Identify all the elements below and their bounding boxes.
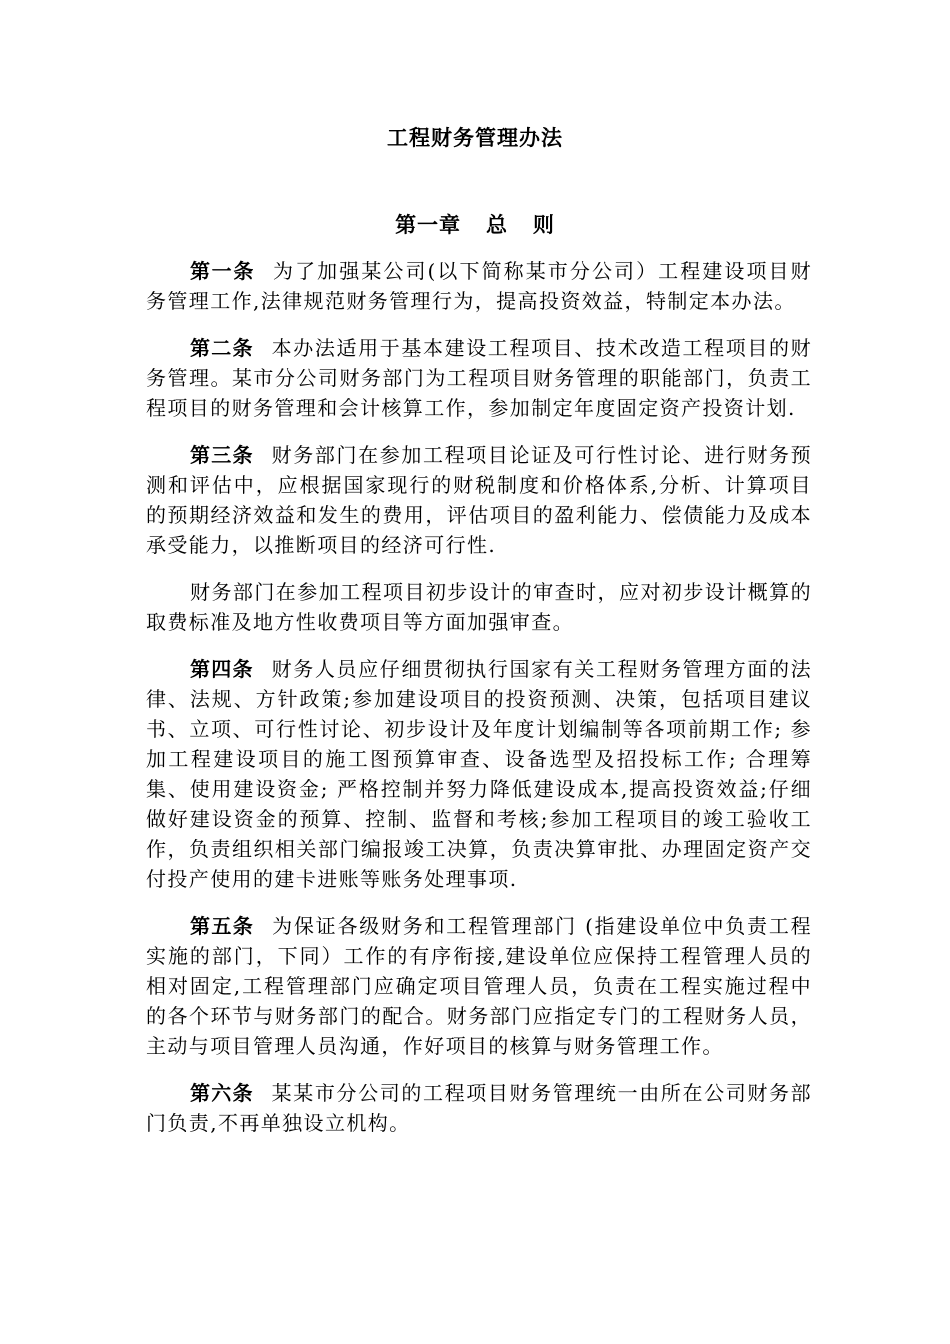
paragraph-text: 财务部门在参加工程项目初步设计的审查时，应对初步设计概算的取费标准及地方性收费项目等方面加强审查。 (146, 580, 812, 634)
article-text: 财务人员应仔细贯彻执行国家有关工程财务管理方面的法律、法规、方针政策;参加建设项目的投资预测、决策，包括项目建议书、立项、可行性讨论、初步设计及年度计划编制等各项前期工作; 参加工程建设项目的施工图预算审查、设备选型及招投标工作; 合理筹集、使用建设资金; 严格控制并努力降低建设成本,提高投资效益;仔细做好建设资金的预算、控制、监督和考核;参加工程项目的竣工验收工作，负责组织相关部门编报竣工决算，负责决算审批、办理固定资产交付投产使用的建卡进账等账务处理事项. (146, 657, 813, 891)
document-body (146, 256, 812, 1155)
article-3-continuation-paragraph (146, 577, 812, 637)
article-5-paragraph (146, 911, 812, 1061)
article-1-paragraph (146, 256, 812, 316)
article-text: 为保证各级财务和工程管理部门 (指建设单位中负责工程实施的部门，下同）工作的有序衔接,建设单位应保持工程管理人员的相对固定,工程管理部门应确定项目管理人员，负责在工程实施过程中的各个环节与财务部门的配合。财务部门应指定专门的工程财务人员，主动与项目管理人员沟通，作好项目的核算与财务管理工作。 (146, 914, 813, 1058)
article-text: 某某市分公司的工程项目财务管理统一由所在公司财务部门负责,不再单独设立机构。 (146, 1081, 813, 1135)
article-text: 财务部门在参加工程项目论证及可行性讨论、进行财务预测和评估中，应根据国家现行的财税制度和价格体系,分析、计算项目的预期经济效益和发生的费用，评估项目的盈利能力、偿债能力及成本承受能力，以推断项目的经济可行性. (146, 443, 813, 557)
article-label: 第六条 (190, 1081, 254, 1105)
article-6-paragraph (146, 1078, 812, 1138)
article-4-paragraph (146, 654, 812, 894)
article-label: 第五条 (190, 914, 255, 938)
article-label: 第四条 (190, 657, 254, 681)
article-text: 本办法适用于基本建设工程项目、技术改造工程项目的财务管理。某市分公司财务部门为工程项目财务管理的职能部门，负责工程项目的财务管理和会计核算工作，参加制定年度固定资产投资计划. (146, 336, 813, 420)
article-3-paragraph (146, 440, 812, 560)
article-text: 为了加强某公司(以下简称某市分公司）工程建设项目财务管理工作,法律规范财务管理行为，提高投资效益，特制定本办法。 (146, 259, 813, 313)
document-title: 工程财务管理办法 (387, 125, 563, 150)
article-2-paragraph (146, 333, 812, 423)
article-label: 第一条 (190, 259, 256, 283)
chapter-heading: 第一章 总 则 (395, 212, 555, 237)
article-label: 第二条 (190, 336, 254, 360)
article-label: 第三条 (190, 443, 254, 467)
